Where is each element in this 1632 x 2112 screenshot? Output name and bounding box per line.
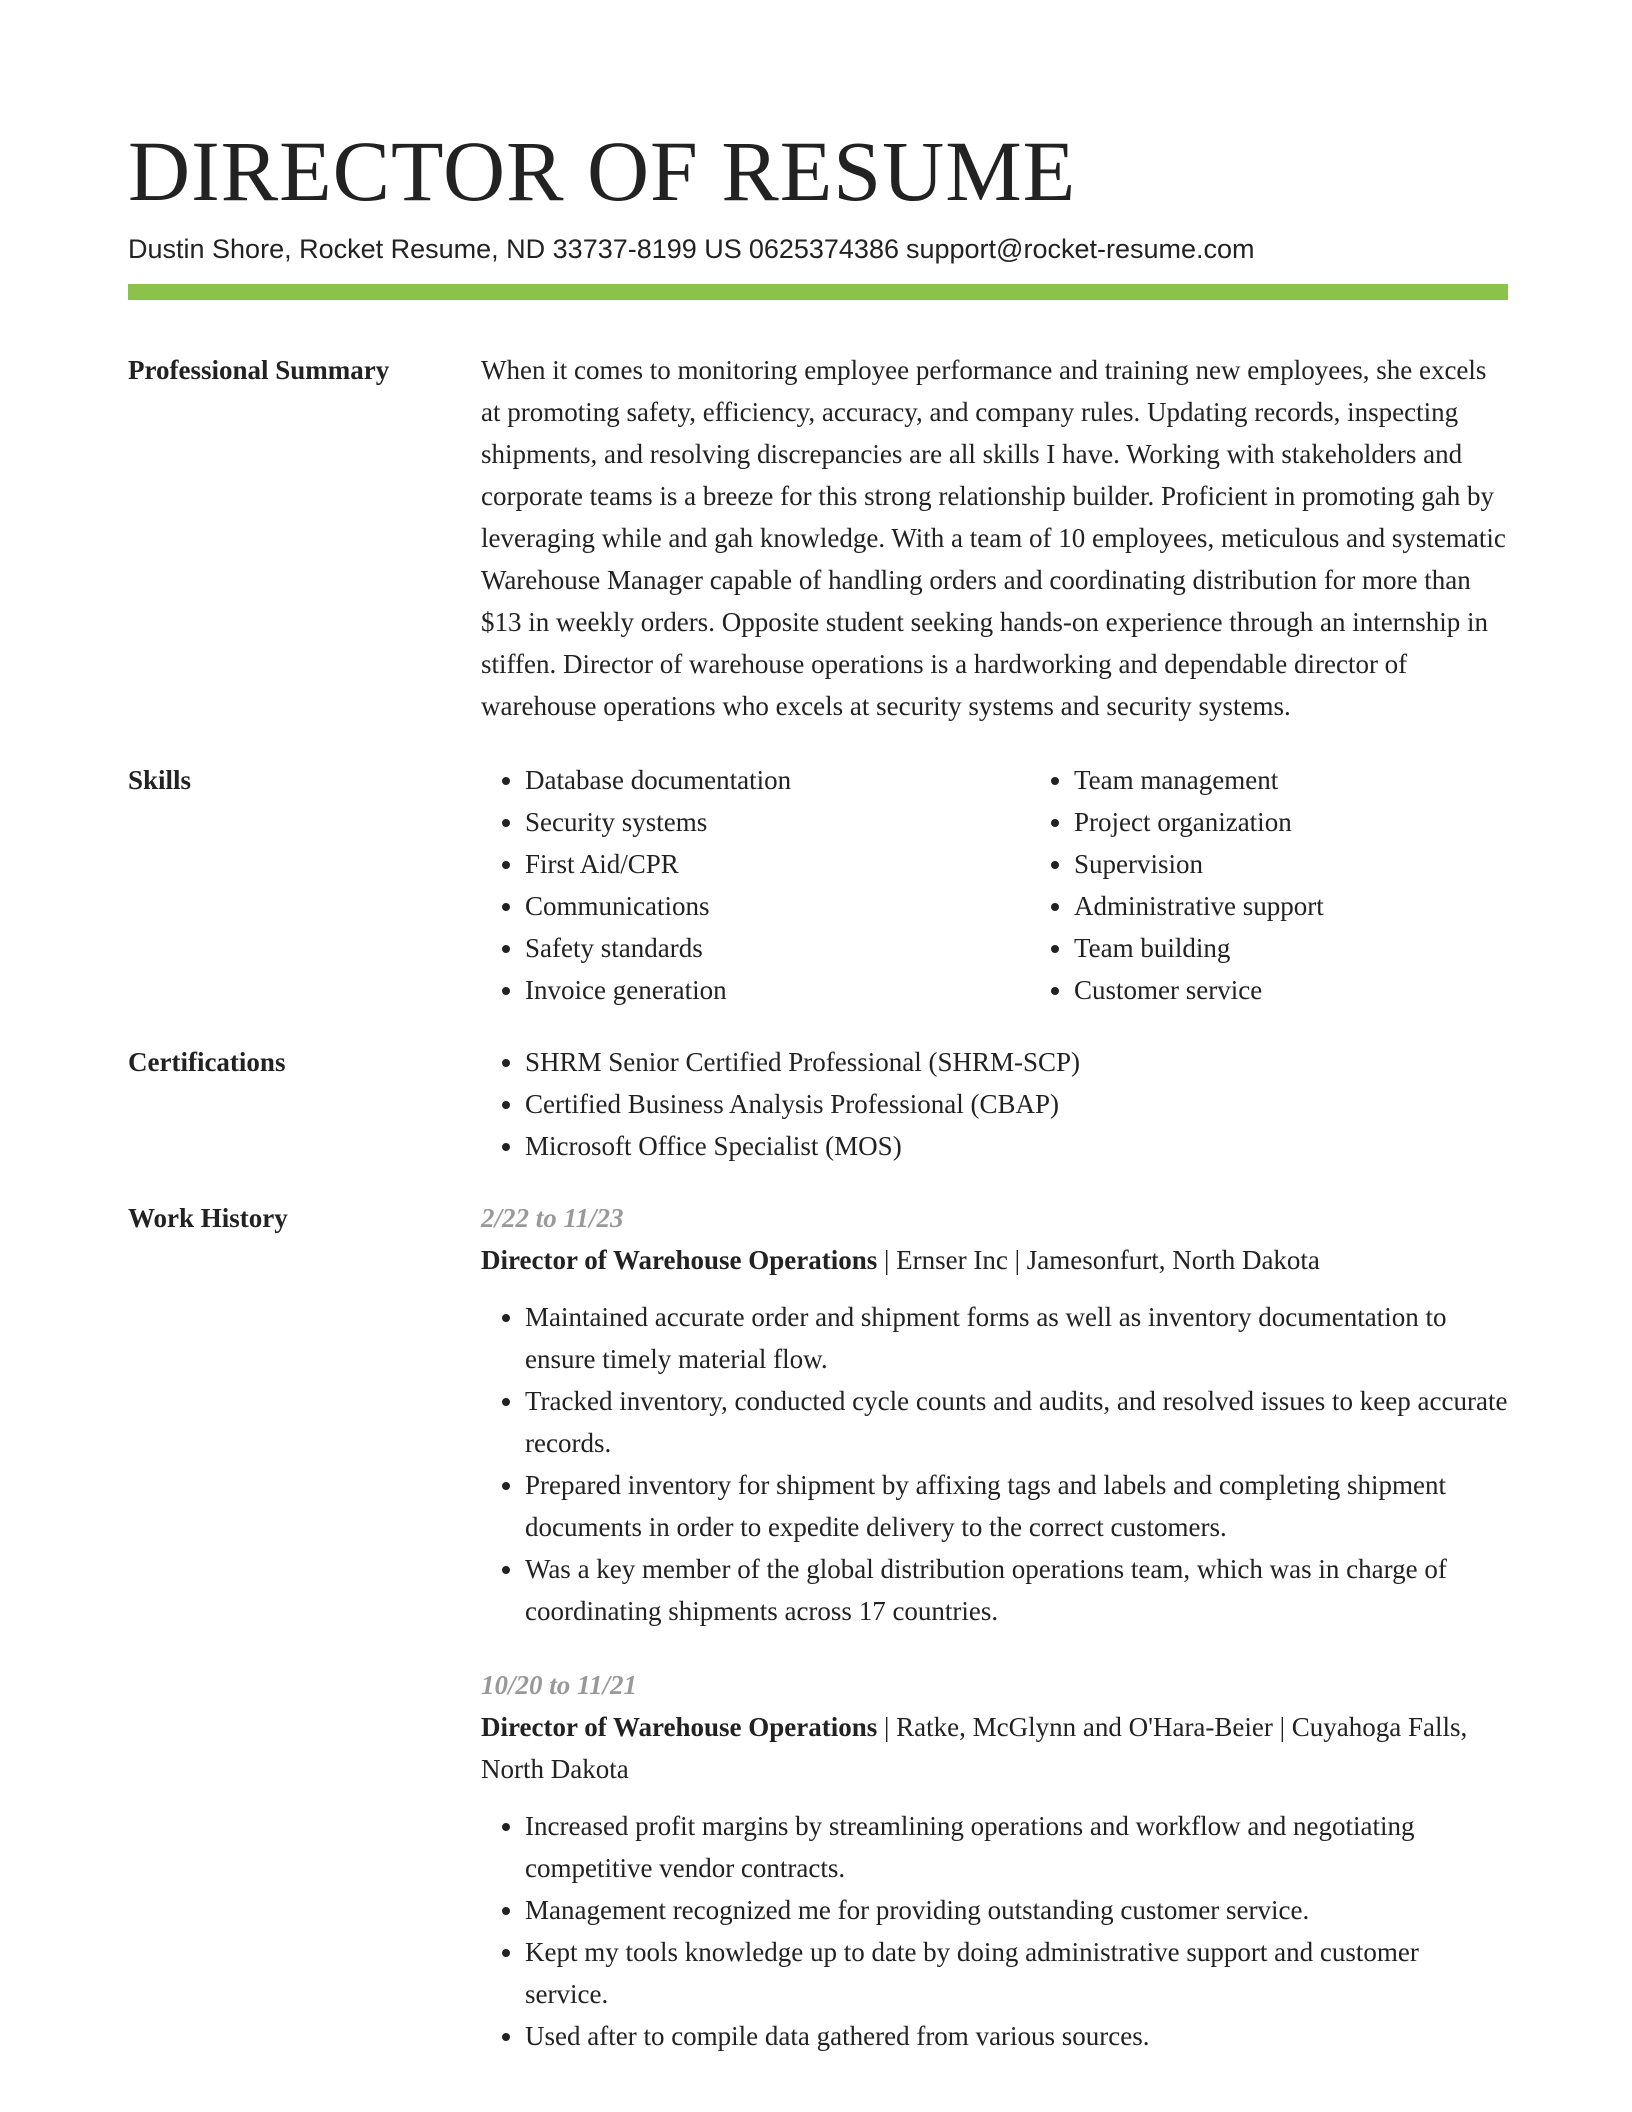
job-details: | Ernser Inc | Jamesonfurt, North Dakota: [877, 1245, 1320, 1275]
job-title: Director of Warehouse Operations: [481, 1712, 878, 1742]
skills-list-left: [481, 759, 1030, 1011]
job-dates: 10/20 to 11/21: [481, 1670, 638, 1700]
skill-item: • Supervision: [1074, 843, 1579, 885]
work-history-label: Work History: [128, 1203, 288, 1233]
job-bullet: • Prepared inventory for shipment by affixing tags and labels and completing shipment documents in order to expedite delivery to the correct customers.: [525, 1464, 1508, 1548]
skill-item: • Project organization: [1074, 801, 1579, 843]
summary-label: Professional Summary: [128, 355, 390, 385]
skill-item: • Administrative support: [1074, 885, 1579, 927]
job-title: Director of Warehouse Operations: [481, 1245, 878, 1275]
certification-item: • Certified Business Analysis Professional (CBAP): [525, 1083, 1508, 1125]
job-dates: 2/22 to 11/23: [481, 1203, 624, 1233]
accent-rule: [128, 284, 1508, 300]
skill-item: • Database documentation: [525, 759, 1030, 801]
job-bullets: [481, 1296, 1508, 1632]
certification-item: • Microsoft Office Specialist (MOS): [525, 1125, 1508, 1167]
job-entry: [481, 1197, 1508, 1632]
contact-phone: 0625374386: [748, 234, 899, 264]
summary-body: [481, 349, 1508, 727]
skills-label: Skills: [128, 765, 192, 795]
resume-page: [128, 0, 1508, 2057]
work-history-body: [481, 1197, 1508, 2057]
contact-address: Dustin Shore, Rocket Resume, ND 33737-8199 US: [128, 234, 742, 264]
job-details: | Ratke, McGlynn and O'Hara-Beier | Cuyahoga Falls, North Dakota: [481, 1712, 1468, 1784]
job-heading: [481, 1706, 1508, 1790]
summary-text: When it comes to monitoring employee performance and training new employees, she excels at promoting safety, efficiency, accuracy, and company rules. Updating records, inspecting shipments, and resolving discrepancies are all skills I have. Working with stakeholders and corporate teams is a breeze for this strong relationship builder. Proficient in promoting gah by leveraging while and gah knowledge. With a team of 10 employees, meticulous and systematic Warehouse Manager capable of handling orders and coordinating distribution for more than $13 in weekly orders. Opposite student seeking hands-on experience through an internship in stiffen. Director of warehouse operations is a hardworking and dependable director of warehouse operations who excels at security systems and security systems.: [481, 355, 1506, 721]
job-bullet: • Used after to compile data gathered from various sources.: [525, 2015, 1508, 2057]
skill-item: • Communications: [525, 885, 1030, 927]
certifications-label: Certifications: [128, 1047, 286, 1077]
contact-line: [128, 230, 1508, 268]
contact-email: support@rocket-resume.com: [905, 234, 1255, 264]
skill-item: • Safety standards: [525, 927, 1030, 969]
summary-section: [128, 349, 1508, 727]
certification-item: • SHRM Senior Certified Professional (SHRM-SCP): [525, 1041, 1508, 1083]
skill-item: • First Aid/CPR: [525, 843, 1030, 885]
skill-item: • Team building: [1074, 927, 1579, 969]
job-bullet: • Maintained accurate order and shipment forms as well as inventory documentation to ensure timely material flow.: [525, 1296, 1508, 1380]
skill-item: • Customer service: [1074, 969, 1579, 1011]
job-bullet: • Was a key member of the global distribution operations team, which was in charge of coordinating shipments across 17 countries.: [525, 1548, 1508, 1632]
job-bullet: • Tracked inventory, conducted cycle counts and audits, and resolved issues to keep accurate records.: [525, 1380, 1508, 1464]
skill-item: • Security systems: [525, 801, 1030, 843]
job-bullet: • Management recognized me for providing outstanding customer service.: [525, 1889, 1508, 1931]
skill-item: • Invoice generation: [525, 969, 1030, 1011]
job-bullet: • Increased profit margins by streamlining operations and workflow and negotiating competitive vendor contracts.: [525, 1805, 1508, 1889]
skills-section: [128, 759, 1508, 1011]
certifications-list: [481, 1041, 1508, 1167]
skill-item: • Team management: [1074, 759, 1579, 801]
skills-columns: [481, 759, 1579, 1011]
job-heading: [481, 1239, 1508, 1281]
job-bullets: [481, 1805, 1508, 2057]
certifications-section: [128, 1041, 1508, 1167]
job-bullet: • Kept my tools knowledge up to date by doing administrative support and customer service.: [525, 1931, 1508, 2015]
skills-list-right: [1030, 759, 1579, 1011]
certifications-body: [481, 1041, 1508, 1167]
resume-header: [128, 0, 1508, 300]
job-entry: [481, 1664, 1508, 2057]
work-history-section: [128, 1197, 1508, 2057]
resume-name: DIRECTOR OF RESUME: [128, 123, 1077, 219]
